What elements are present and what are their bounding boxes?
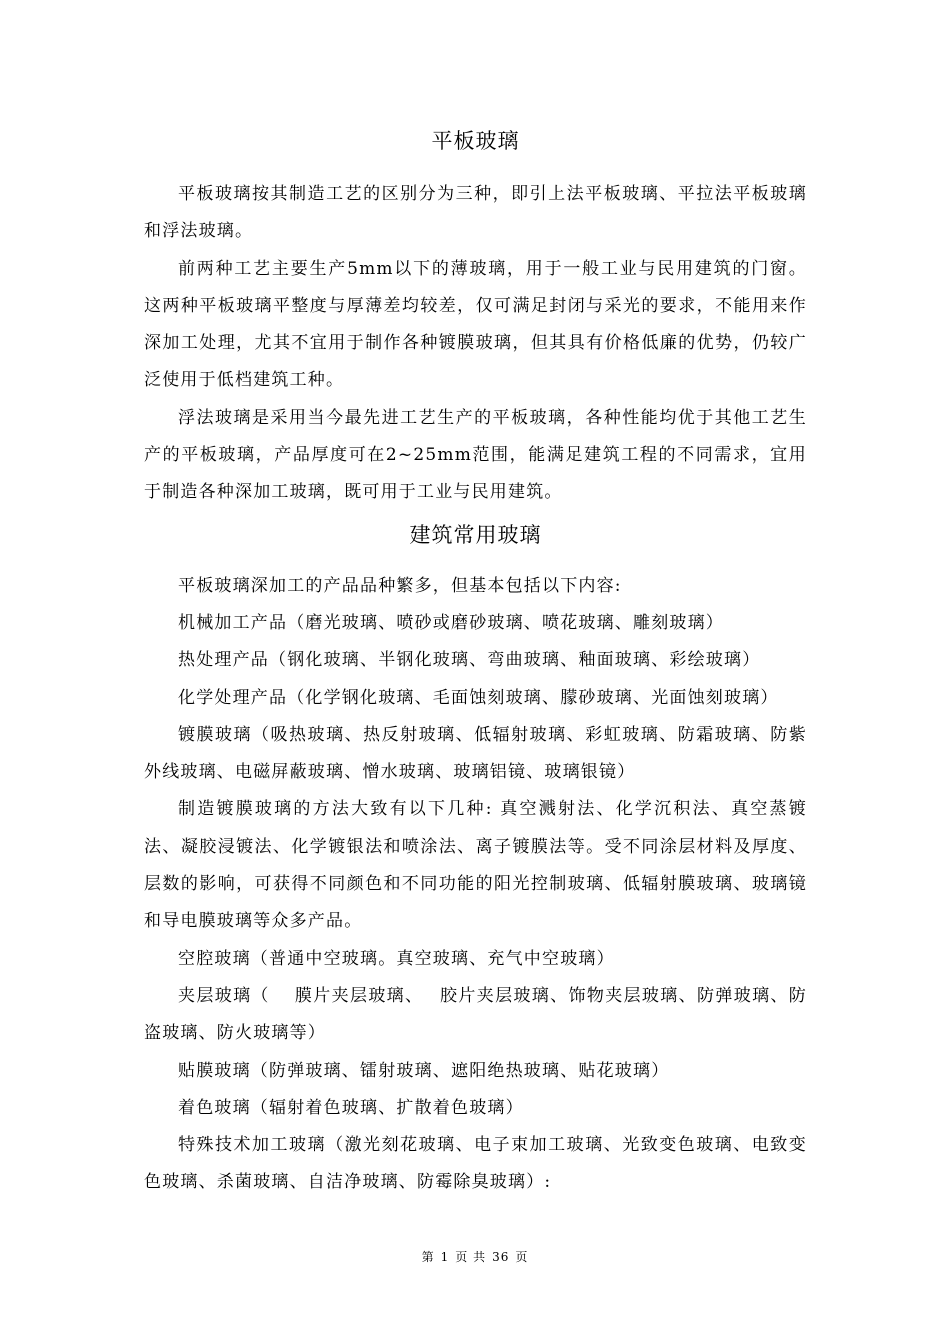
paragraph: 空腔玻璃（普通中空玻璃。真空玻璃、充气中空玻璃）: [178, 948, 615, 969]
footer-total-pages: 36: [492, 1250, 510, 1264]
paragraph: 平板玻璃按其制造工艺的区别分为三种，即引上法平板玻璃、平拉法平板玻璃和浮法玻璃。: [144, 184, 807, 242]
paragraph: 夹层玻璃（ 膜片夹层玻璃、 胶片夹层玻璃、饰物夹层玻璃、防弹玻璃、防盗玻璃、防火玻璃等）: [144, 985, 807, 1044]
paragraph: 热处理产品（钢化玻璃、半钢化玻璃、弯曲玻璃、釉面玻璃、彩绘玻璃）: [178, 650, 761, 671]
paragraph: 化学处理产品（化学钢化玻璃、毛面蚀刻玻璃、朦砂玻璃、光面蚀刻玻璃）: [178, 687, 779, 708]
footer-suffix: 页: [515, 1250, 529, 1264]
paragraph: 浮法玻璃是采用当今最先进工艺生产的平板玻璃，各种性能均优于其他工艺生产的平板玻璃，产品厚度可在2~25mm范围，能满足建筑工程的不同需求，宜用于制造各种深加工玻璃，既可用于工业与民用建筑。: [144, 407, 807, 503]
paragraph: 镀膜玻璃（吸热玻璃、热反射玻璃、低辐射玻璃、彩虹玻璃、防霜玻璃、防紫外线玻璃、电磁屏蔽玻璃、憎水玻璃、玻璃铝镜、玻璃银镜）: [144, 724, 807, 783]
paragraph: 平板玻璃深加工的产品品种繁多，但基本包括以下内容:: [178, 575, 622, 596]
paragraph: 贴膜玻璃（防弹玻璃、镭射玻璃、遮阳绝热玻璃、贴花玻璃）: [178, 1060, 670, 1081]
footer-prefix: 第: [421, 1250, 435, 1264]
paragraph: 制造镀膜玻璃的方法大致有以下几种: 真空溅射法、化学沉积法、真空蒸镀法、凝胶浸镀法、化学镀银法和喷涂法、离子镀膜法等。受不同涂层材料及厚度、层数的影响，可获得不同颜色和不同功能的阳光控制玻璃、低辐射膜玻璃、玻璃镜和导电膜玻璃等众多产品。: [144, 799, 807, 932]
page-footer: [0, 1248, 950, 1265]
paragraph: 前两种工艺主要生产5mm以下的薄玻璃，用于一般工业与民用建筑的门窗。这两种平板玻璃平整度与厚薄差均较差，仅可满足封闭与采光的要求，不能用来作深加工处理，尤其不宜用于制作各种镀膜玻璃，但其具有价格低廉的优势，仍较广泛使用于低档建筑工种。: [144, 258, 807, 391]
footer-middle: 页 共: [455, 1250, 487, 1264]
paragraph: 特殊技术加工玻璃（激光刻花玻璃、电子束加工玻璃、光致变色玻璃、电致变色玻璃、杀菌玻璃、自洁净玻璃、防霉除臭玻璃）:: [144, 1135, 807, 1193]
paragraph: 机械加工产品（磨光玻璃、喷砂或磨砂玻璃、喷花玻璃、雕刻玻璃）: [178, 612, 724, 633]
document-page: [144, 124, 807, 1202]
paragraph: 着色玻璃（辐射着色玻璃、扩散着色玻璃）: [178, 1097, 524, 1118]
section-title-building-glass: 建筑常用玻璃: [409, 522, 542, 547]
footer-page-number: 1: [440, 1250, 450, 1264]
section-title-flat-glass: 平板玻璃: [431, 129, 520, 153]
